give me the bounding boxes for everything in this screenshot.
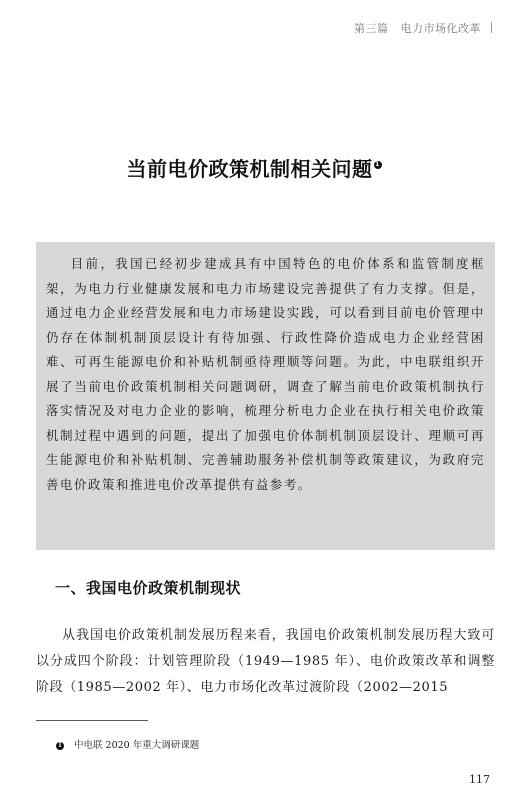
section-heading: 一、我国电价政策机制现状: [55, 579, 242, 597]
footnote: [56, 737, 199, 751]
title-footnote-marker: 1: [375, 161, 380, 168]
header-chapter: 电力市场化改革: [400, 22, 481, 35]
page-number: 117: [469, 773, 490, 786]
abstract-box: [36, 242, 495, 550]
page-title: [0, 153, 508, 182]
section-body-text: 从我国电价政策机制发展历程来看，我国电价政策机制发展历程大致可以分成四个阶段：计划管理阶段（1949—1985 年）、电价政策改革和调整阶段（1985—2002 年）、电力市场化改革过渡阶段（2002—2015: [36, 628, 495, 695]
header-separator: [491, 22, 492, 33]
header-part: 第三篇: [354, 22, 389, 35]
abstract-text: 目前，我国已经初步建成具有中国特色的电价体系和监管制度框架，为电力行业健康发展和电力市场建设完善提供了有力支撑。但是，通过电力企业经营发展和电力市场建设实践，可以看到目前电价管理中仍存在体制机制顶层设计有待加强、行政性降价造成电力企业经营困难、可再生能源电价和补贴机制亟待理顺等问题。为此，中电联组织开展了当前电价政策机制相关问题调研，调查了解当前电价政策机制执行落实情况及对电力企业的影响，梳理分析电力企业在执行相关电价政策机制过程中遇到的问题，提出了加强电价体制机制顶层设计、理顺可再生能源电价和补贴机制、完善辅助服务补偿机制等政策建议，为政府完善电价政策和推进电价改革提供有益参考。: [46, 256, 485, 492]
page-title-text: 当前电价政策机制相关问题: [126, 157, 373, 181]
footnote-text: 中电联 2020 年重大调研课题: [74, 740, 200, 751]
footnote-divider: [36, 720, 148, 721]
footnote-marker: 1: [57, 742, 63, 749]
running-header: [354, 20, 492, 36]
